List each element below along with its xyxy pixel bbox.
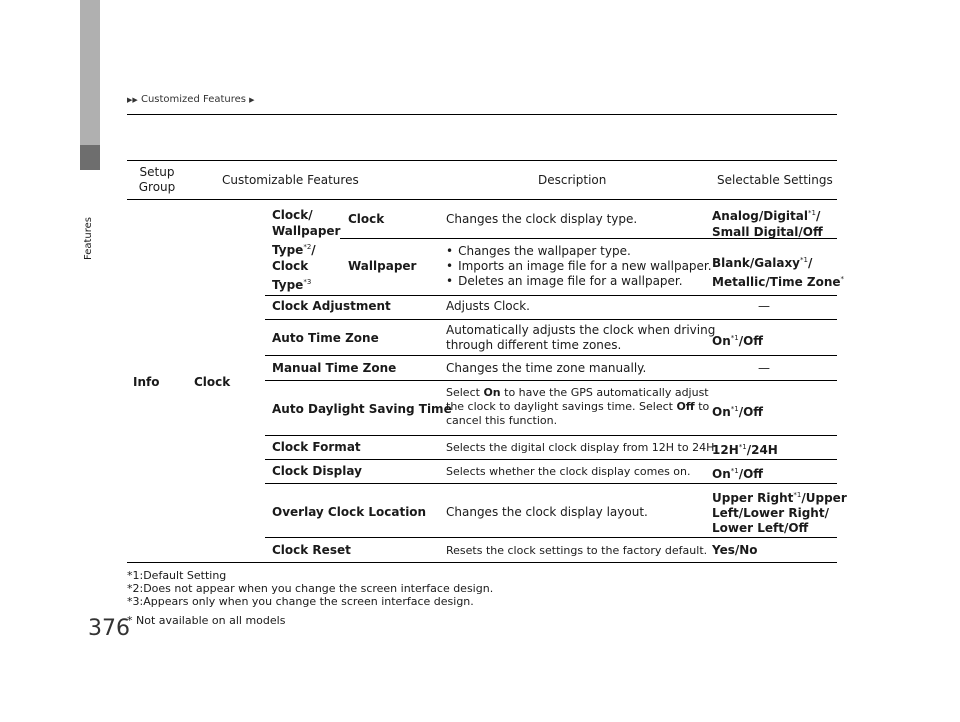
desc-wallpaper [446,244,712,289]
settings-clock-adjustment: — [758,299,770,313]
desc-auto-dst: Select On to have the GPS automatically adjust the clock to daylight savings time. Select Off to cancel this function. [446,386,710,427]
row-rule-display [265,483,837,484]
feature-manual-time-zone: Manual Time Zone [272,361,397,375]
row-rule-autotz [265,355,837,356]
desc-manual-time-zone: Changes the time zone manually. [446,361,647,375]
footnote: *2:Does not appear when you change the screen interface design. [127,582,494,595]
footnote: *3:Appears only when you change the screen interface design. [127,595,474,608]
breadcrumb-link[interactable]: Customized Features [140,94,246,105]
footnote: *1:Default Setting [127,569,227,582]
header-rule [127,114,837,115]
header-setup-group: Setup Group [138,165,176,194]
feature-wallpaper: Wallpaper [348,259,417,273]
header-description: Description [538,173,607,187]
row-rule-manualtz [265,380,837,381]
row-rule-format [265,459,837,460]
wallpaper-bullet: • Imports an image file for a new wallpaper. [446,259,712,274]
group-info: Info [133,375,160,389]
table-header-rule [127,199,837,200]
wallpaper-bullet: • Deletes an image file for a wallpaper. [446,274,712,289]
desc-auto-time-zone: Automatically adjusts the clock when driving through different time zones. [446,323,716,352]
row-rule-adjust [265,319,837,320]
feature-clock-adjustment: Clock Adjustment [272,299,391,313]
footnotes [127,569,493,608]
feature-overlay-clock: Overlay Clock Location [272,505,427,519]
settings-clock: Analog/Digital$^{*1}$/ Small Digital/Off [712,209,823,239]
sidebar-bar [80,0,100,145]
wallpaper-bullet: • Changes the wallpaper type. [446,244,712,259]
settings-overlay-clock: Upper Right$^{*1}$/Upper Left/Lower Right/ Lower Left/Off [712,491,847,535]
settings-clock-display: On$^{*1}$/Off [712,467,764,481]
row-rule-dst [265,435,837,436]
page-number: 376 [88,616,130,641]
desc-clock-adjustment: Adjusts Clock. [446,299,530,313]
wallpaper-type-group: Clock/ Wallpaper Type$^{*2}$/ Clock Type$^{*3}$ [272,208,341,292]
row-rule-overlay [265,537,837,538]
breadcrumb-arrows: ▶▶ [127,96,138,104]
desc-clock-reset: Resets the clock settings to the factory default. [446,544,708,557]
sidebar-label: Features [83,217,94,260]
availability-note: * Not available on all models [127,614,286,627]
settings-auto-time-zone: On$^{*1}$/Off [712,334,764,348]
feature-clock-display: Clock Display [272,464,362,478]
settings-wallpaper: Blank/Galaxy$^{*1}$/ Metallic/Time Zone* [712,256,845,289]
desc-clock: Changes the clock display type. [446,212,638,226]
header-selectable: Selectable Settings [717,173,833,187]
breadcrumb-end-arrow: ▶ [249,96,255,104]
group-clock: Clock [194,375,231,389]
settings-manual-time-zone: — [758,361,770,375]
desc-overlay-clock: Changes the clock display layout. [446,505,648,519]
feature-auto-time-zone: Auto Time Zone [272,331,379,345]
settings-clock-format: $12H^{*1}/24H$ [712,443,778,457]
settings-clock-reset: Yes/No [712,543,758,557]
feature-clock-reset: Clock Reset [272,543,351,557]
feature-clock: Clock [348,212,385,226]
table-bottom-rule [127,562,837,563]
header-customizable: Customizable Features [222,173,359,187]
table-top-rule [127,160,837,161]
settings-auto-dst: On$^{*1}$/Off [712,405,764,419]
sidebar-marker [80,145,100,170]
desc-clock-format: Selects the digital clock display from 12H to 24H. [446,441,718,454]
feature-auto-dst: Auto Daylight Saving Time [272,402,452,416]
desc-clock-display: Selects whether the clock display comes on. [446,465,691,478]
breadcrumb [127,94,255,105]
feature-clock-format: Clock Format [272,440,361,454]
row-rule-wallpaper [265,295,837,296]
